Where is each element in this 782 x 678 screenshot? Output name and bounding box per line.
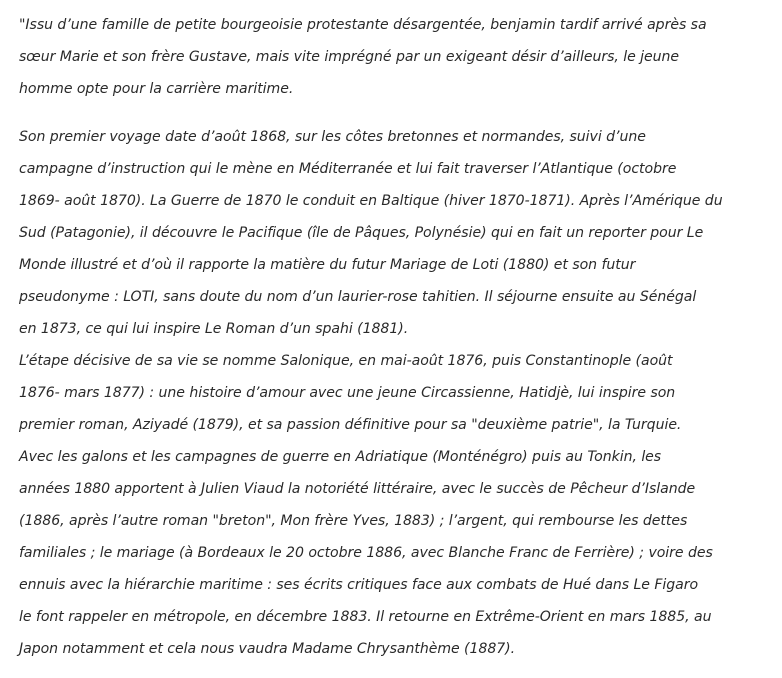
- text-line: L’étape décisive de sa vie se nomme Salonique, en mai-août 1876, puis Constantinople (août: [19, 353, 673, 369]
- text-line: familiales ; le mariage (à Bordeaux le 20 octobre 1886, avec Blanche Franc de Ferrière) ; voire des: [19, 545, 713, 561]
- text-line: "Issu d’une famille de petite bourgeoisie protestante désargentée, benjamin tardif arrivé après sa: [19, 17, 707, 33]
- text-line: Japon notamment et cela nous vaudra Madame Chrysanthème (1887).: [19, 641, 516, 657]
- text-line: pseudonyme : LOTI, sans doute du nom d’un laurier-rose tahitien. Il séjourne ensuite au Sénégal: [19, 289, 697, 305]
- text-line: (1886, après l’autre roman "breton", Mon frère Yves, 1883) ; l’argent, qui rembourse les dettes: [19, 513, 688, 529]
- text-line: Son premier voyage date d’août 1868, sur les côtes bretonnes et normandes, suivi d’une: [19, 129, 646, 145]
- text-line: 1876- mars 1877) : une histoire d’amour avec une jeune Circassienne, Hatidjè, lui inspire son: [19, 385, 676, 401]
- text-line: campagne d’instruction qui le mène en Méditerranée et lui fait traverser l’Atlantique (octobre: [19, 161, 677, 177]
- text-line: en 1873, ce qui lui inspire Le Roman d’un spahi (1881).: [19, 321, 409, 337]
- text-line: Monde illustré et d’où il rapporte la matière du futur Mariage de Loti (1880) et son futur: [19, 257, 636, 273]
- paragraph-intro: [19, 9, 769, 105]
- text-line: 1869- août 1870). La Guerre de 1870 le conduit en Baltique (hiver 1870-1871). Après l’Amérique du: [19, 193, 723, 209]
- text-line: Avec les galons et les campagnes de guerre en Adriatique (Monténégro) puis au Tonkin, les: [19, 449, 662, 465]
- text-line: homme opte pour la carrière maritime.: [19, 81, 294, 97]
- text-line: le font rappeler en métropole, en décembre 1883. Il retourne en Extrême-Orient en mars 1885, au: [19, 609, 712, 625]
- text-line: premier roman, Aziyadé (1879), et sa passion définitive pour sa "deuxième patrie", la Turquie.: [19, 417, 682, 433]
- text-line: années 1880 apportent à Julien Viaud la notoriété littéraire, avec le succès de Pêcheur d’Islande: [19, 481, 696, 497]
- text-line: Sud (Patagonie), il découvre le Pacifique (île de Pâques, Polynésie) qui en fait un reporter pour Le: [19, 225, 704, 241]
- text-line: ennuis avec la hiérarchie maritime : ses écrits critiques face aux combats de Hué dans Le Figaro: [19, 577, 699, 593]
- paragraph-biography: [19, 121, 769, 665]
- text-line: sœur Marie et son frère Gustave, mais vite imprégné par un exigeant désir d’ailleurs, le jeune: [19, 49, 680, 65]
